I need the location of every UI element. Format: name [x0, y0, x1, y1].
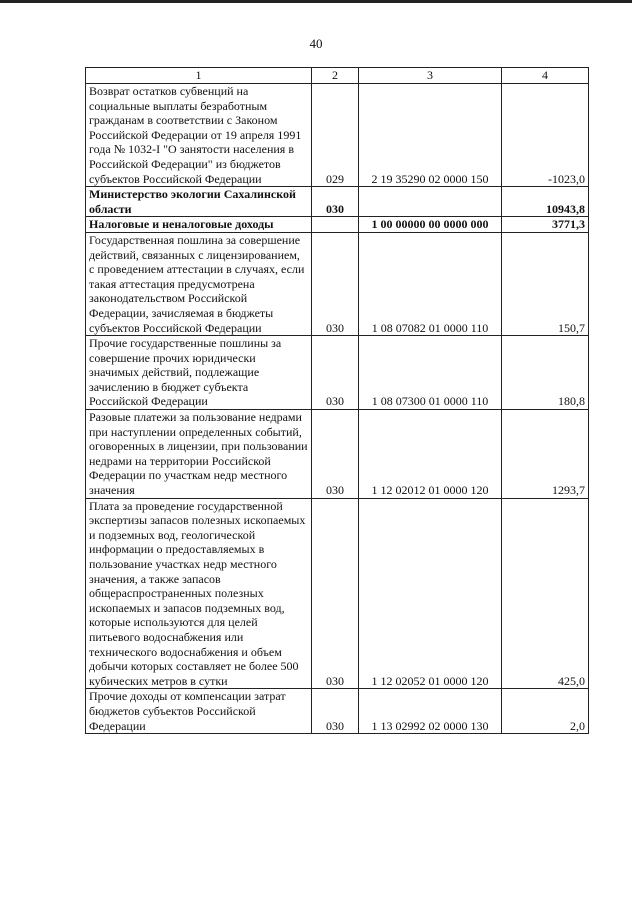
row-admin-code: [312, 217, 359, 233]
row-budget-code: 1 08 07300 01 0000 110: [359, 336, 502, 410]
column-header-4: 4: [502, 68, 589, 84]
row-amount: 2,0: [502, 689, 589, 734]
row-name: Государственная пошлина за совершение действий, связанных с лицензированием, с проведением аттестации в случаях, если такая аттестация предусмотрена законодательством Российской Федерации, зачисляемая в бюджеты субъектов Российской Федерации: [86, 232, 312, 335]
table-header-row: [86, 68, 589, 84]
row-amount: 1293,7: [502, 410, 589, 499]
row-budget-code: 1 12 02052 01 0000 120: [359, 498, 502, 689]
row-admin-code: 030: [312, 410, 359, 499]
row-admin-code: 030: [312, 689, 359, 734]
table-row: [86, 689, 589, 734]
row-amount: 425,0: [502, 498, 589, 689]
row-admin-code: 030: [312, 498, 359, 689]
row-budget-code: 1 13 02992 02 0000 130: [359, 689, 502, 734]
row-name: Налоговые и неналоговые доходы: [86, 217, 312, 233]
table-row-subtotal: [86, 217, 589, 233]
column-header-3: 3: [359, 68, 502, 84]
row-name: Плата за проведение государственной экспертизы запасов полезных ископаемых и подземных вод, геологической информации о предоставляемых в пользование участках недр местного значения, а также запасов общераспространенных полезных ископаемых и запасов подземных вод, которые используются для целей питьевого водоснабжения или технического водоснабжения и объем добычи которых составляет не более 500 кубических метров в сутки: [86, 498, 312, 689]
column-header-1: 1: [86, 68, 312, 84]
row-amount: -1023,0: [502, 84, 589, 187]
row-admin-code: 030: [312, 187, 359, 217]
row-name: Возврат остатков субвенций на социальные выплаты безработным гражданам в соответствии с Законом Российской Федерации от 19 апреля 1991 года № 1032-I "О занятости населения в Российской Федерации" из бюджетов субъектов Российской Федерации: [86, 84, 312, 187]
row-budget-code: [359, 187, 502, 217]
top-border-line: [0, 0, 632, 3]
table-row-ministry: [86, 187, 589, 217]
row-amount: 10943,8: [502, 187, 589, 217]
page-number: 40: [309, 36, 323, 51]
row-budget-code: 1 08 07082 01 0000 110: [359, 232, 502, 335]
budget-revenue-table: [85, 67, 589, 734]
table-row: [86, 498, 589, 689]
row-budget-code: 2 19 35290 02 0000 150: [359, 84, 502, 187]
row-amount: 180,8: [502, 336, 589, 410]
row-amount: 3771,3: [502, 217, 589, 233]
row-budget-code: 1 00 00000 00 0000 000: [359, 217, 502, 233]
row-admin-code: 030: [312, 232, 359, 335]
row-budget-code: 1 12 02012 01 0000 120: [359, 410, 502, 499]
row-name: Разовые платежи за пользование недрами при наступлении определенных событий, оговоренных в лицензии, при пользовании недрами на территории Российской Федерации по участкам недр местного значения: [86, 410, 312, 499]
table-row: [86, 232, 589, 335]
table-row: [86, 84, 589, 187]
row-amount: 150,7: [502, 232, 589, 335]
table-row: [86, 410, 589, 499]
row-name: Прочие доходы от компенсации затрат бюджетов субъектов Российской Федерации: [86, 689, 312, 734]
row-admin-code: 029: [312, 84, 359, 187]
row-name: Прочие государственные пошлины за совершение прочих юридически значимых действий, подлежащие зачислению в бюджет субъекта Российской Федерации: [86, 336, 312, 410]
column-header-2: 2: [312, 68, 359, 84]
row-name: Министерство экологии Сахалинской области: [86, 187, 312, 217]
table-row: [86, 336, 589, 410]
row-admin-code: 030: [312, 336, 359, 410]
